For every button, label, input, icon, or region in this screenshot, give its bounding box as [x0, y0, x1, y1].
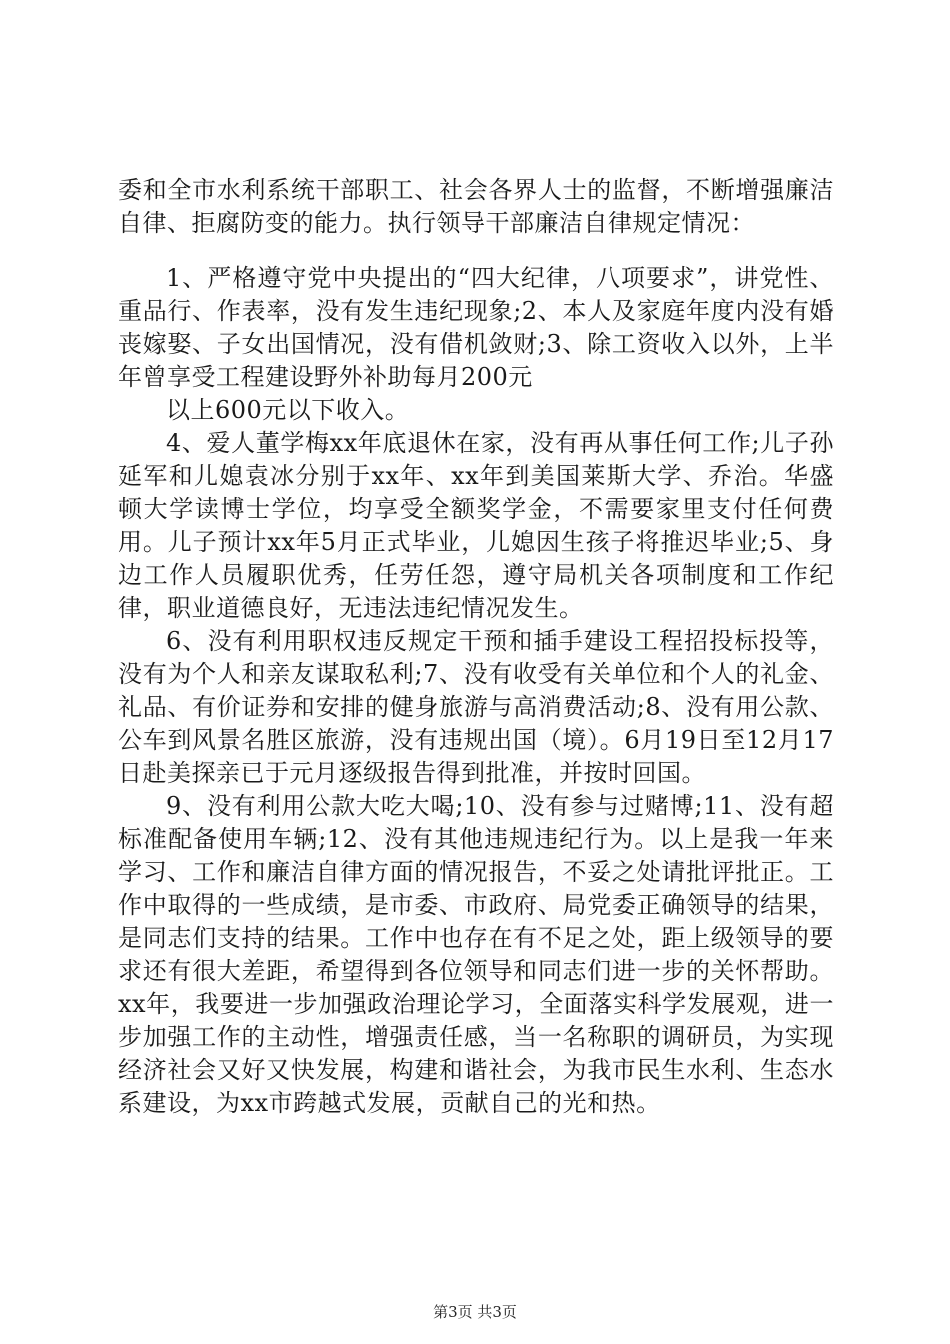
page-footer	[0, 1302, 950, 1322]
paragraph-item-1-3: 1、严格遵守党中央提出的“四大纪律，八项要求”，讲党性、重品行、作表率，没有发生违纪现象;2、本人及家庭年度内没有婚丧嫁娶、子女出国情况，没有借机敛财;3、除工资收入以外，上半年曾享受工程建设野外补助每月200元	[118, 264, 834, 391]
document-body	[118, 174, 834, 1120]
paragraph-item-9-12-conclusion: 9、没有利用公款大吃大喝;10、没有参与过赌博;11、没有超标准配备使用车辆;12、没有其他违规违纪行为。以上是我一年来学习、工作和廉洁自律方面的情况报告，不妥之处请批评批正。工作中取得的一些成绩，是市委、市政府、局党委正确领导的结果，是同志们支持的结果。工作中也存在有不足之处，距上级领导的要求还有很大差距，希望得到各位领导和同志们进一步的关怀帮助。xx年，我要进一步加强政治理论学习，全面落实科学发展观，进一步加强工作的主动性，增强责任感，当一名称职的调研员，为实现经济社会又好又快发展，构建和谐社会，为我市民生水利、生态水系建设，为xx市跨越式发展，贡献自己的光和热。	[118, 792, 834, 1117]
paragraph-intro: 委和全市水利系统干部职工、社会各界人士的监督，不断增强廉洁自律、拒腐防变的能力。执行领导干部廉洁自律规定情况：	[118, 176, 834, 237]
page-number-label: 第3页 共3页	[433, 1303, 517, 1321]
paragraph-income-range: 以上600元以下收入。	[166, 396, 410, 424]
paragraph-item-6-8: 6、没有利用职权违反规定干预和插手建设工程招投标投等，没有为个人和亲友谋取私利;7、没有收受有关单位和个人的礼金、礼品、有价证券和安排的健身旅游与高消费活动;8、没有用公款、公车到风景名胜区旅游，没有违规出国（境）。6月19日至12月17日赴美探亲已于元月逐级报告得到批准，并按时回国。	[118, 627, 834, 787]
paragraph-item-4-5: 4、爱人董学梅xx年底退休在家，没有再从事任何工作;儿子孙延军和儿媳袁冰分别于xx年、xx年到美国莱斯大学、乔治。华盛顿大学读博士学位，均享受全额奖学金，不需要家里支付任何费用。儿子预计xx年5月正式毕业，儿媳因生孩子将推迟毕业;5、身边工作人员履职优秀，任劳任怨，遵守局机关各项制度和工作纪律，职业道德良好，无违法违纪情况发生。	[118, 429, 834, 622]
